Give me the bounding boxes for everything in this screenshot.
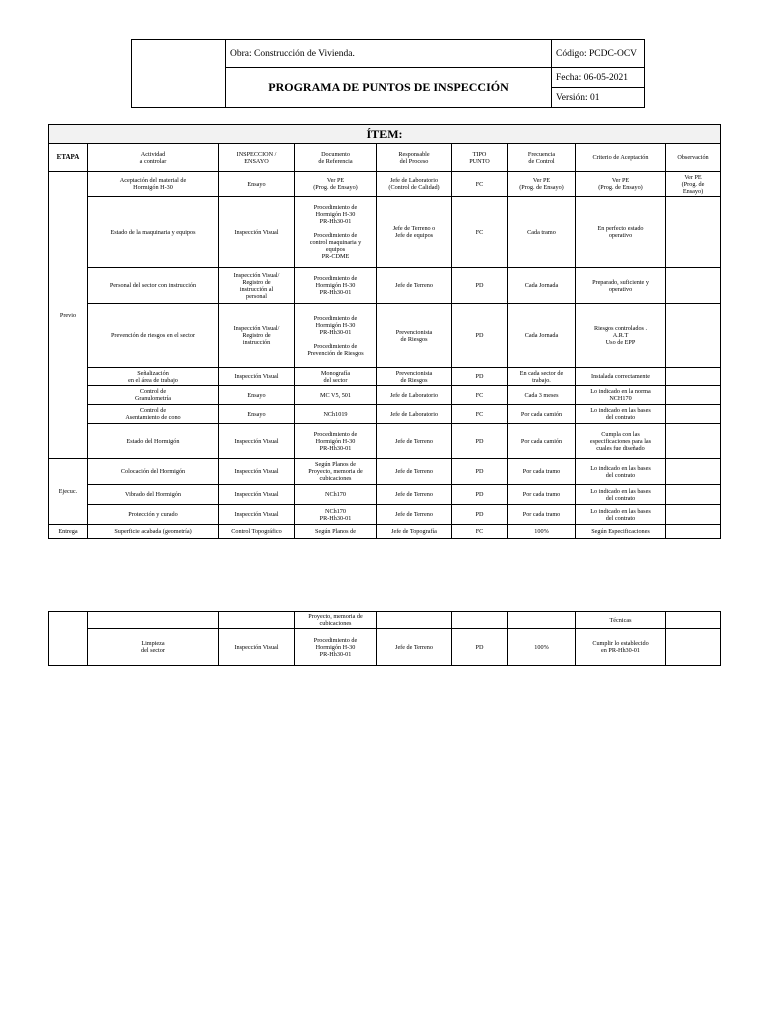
document-cell: Monografía del sector (295, 368, 377, 386)
activity-cell: Personal del sector con instrucción (88, 268, 219, 304)
column-header: Actividad a controlar (88, 144, 219, 172)
document-cell: Según Planos de Proyecto, memoria de cubicaciones (295, 459, 377, 485)
responsible-cell: Jefe de Terreno (377, 629, 452, 666)
document-cell: NCh1019 (295, 405, 377, 424)
frequency-cell: Por cada camión (508, 424, 576, 459)
observation-cell: Ver PE (Prog. de Ensayo) (666, 172, 721, 197)
inspection-cell: Inspección Visual/ Registro de instrucción (219, 304, 295, 368)
type-cell: FC (452, 197, 508, 268)
obra-label: Obra: Construcción de Vivienda. (226, 40, 552, 68)
fecha-label: Fecha: 06-05-2021 (552, 68, 645, 88)
activity-cell (88, 612, 219, 629)
inspection-cell: Ensayo (219, 172, 295, 197)
activity-cell: Prevención de riesgos en el sector (88, 304, 219, 368)
observation-cell (666, 505, 721, 525)
frequency-cell: Cada 3 meses (508, 386, 576, 405)
document-cell: NCh170 (295, 485, 377, 505)
observation-cell (666, 304, 721, 368)
responsible-cell: Jefe de Terreno (377, 424, 452, 459)
inspection-cell: Inspección Visual (219, 197, 295, 268)
criteria-cell: Ver PE (Prog. de Ensayo) (576, 172, 666, 197)
column-header: ETAPA (49, 144, 88, 172)
type-cell: PD (452, 424, 508, 459)
criteria-cell: Cumpla con las especificaciones para las cuales fue diseñado (576, 424, 666, 459)
responsible-cell: Jefe de Terreno (377, 485, 452, 505)
observation-cell (666, 368, 721, 386)
stage-cell: Entrega (49, 525, 88, 539)
criteria-cell: Lo indicado en las bases del contrato (576, 405, 666, 424)
logo-placeholder (132, 40, 226, 108)
document-cell: MC V5, 501 (295, 386, 377, 405)
responsible-cell: Jefe de Terreno (377, 459, 452, 485)
frequency-cell: Ver PE (Prog. de Ensayo) (508, 172, 576, 197)
column-header: Criterio de Aceptación (576, 144, 666, 172)
frequency-cell: 100% (508, 525, 576, 539)
responsible-cell: Prevencionista de Riesgos (377, 368, 452, 386)
responsible-cell: Jefe de Laboratorio (377, 405, 452, 424)
document-cell: Procedimiento de Hormigón H-30 PR-Hh30-01 (295, 268, 377, 304)
inspection-cell: Inspección Visual (219, 424, 295, 459)
stage-cell (49, 612, 88, 666)
observation-cell (666, 386, 721, 405)
criteria-cell: Cumplir lo establecido en PR-Hh30-01 (576, 629, 666, 666)
table-row (49, 505, 721, 525)
type-cell: PD (452, 268, 508, 304)
responsible-cell: Jefe de Laboratorio (377, 386, 452, 405)
type-cell: PD (452, 368, 508, 386)
activity-cell: Vibrado del Hormigón (88, 485, 219, 505)
observation-cell (666, 525, 721, 539)
criteria-cell: En perfecto estado operativo (576, 197, 666, 268)
frequency-cell: Por cada tramo (508, 505, 576, 525)
column-header: TIPO PUNTO (452, 144, 508, 172)
inspection-cell: Inspección Visual (219, 459, 295, 485)
table-row (49, 424, 721, 459)
observation-cell (666, 405, 721, 424)
inspection-cell: Control Topográfico (219, 525, 295, 539)
frequency-cell: En cada sector de trabajo. (508, 368, 576, 386)
frequency-cell: Por cada tramo (508, 459, 576, 485)
type-cell: FC (452, 525, 508, 539)
criteria-cell: Lo indicado en la norma NCH170 (576, 386, 666, 405)
codigo-label: Código: PCDC-OCV (552, 40, 645, 68)
table-row (49, 612, 721, 629)
frequency-cell: Cada Jornada (508, 268, 576, 304)
type-cell: PD (452, 505, 508, 525)
document-cell: Procedimiento de Hormigón H-30 PR-Hh30-01 Procedimiento de control maquinaria y equipos PR-CDME (295, 197, 377, 268)
frequency-cell: Por cada tramo (508, 485, 576, 505)
document-cell: Procedimiento de Hormigón H-30 PR-Hh30-01 Procedimiento de Prevención de Riesgos (295, 304, 377, 368)
responsible-cell: Jefe de Terreno (377, 505, 452, 525)
table-row (49, 459, 721, 485)
document-header (131, 39, 645, 108)
document-cell: Proyecto, memoria de cubicaciones (295, 612, 377, 629)
frequency-cell: Cada Jornada (508, 304, 576, 368)
criteria-cell: Preparado, suficiente y operativo (576, 268, 666, 304)
inspection-table (48, 124, 721, 539)
document-cell: NCh170 PR-Hh30-01 (295, 505, 377, 525)
activity-cell: Colocación del Hormigón (88, 459, 219, 485)
inspection-cell: Inspección Visual (219, 505, 295, 525)
type-cell: FC (452, 386, 508, 405)
type-cell: PD (452, 304, 508, 368)
criteria-cell: Técnicas (576, 612, 666, 629)
table-row (49, 172, 721, 197)
column-header: Documento de Referencia (295, 144, 377, 172)
item-title: ÍTEM: (49, 125, 721, 144)
criteria-cell: Lo indicado en las bases del contrato (576, 485, 666, 505)
type-cell (452, 612, 508, 629)
observation-cell (666, 485, 721, 505)
activity-cell: Control de Asentamiento de cono (88, 405, 219, 424)
inspection-cell: Inspección Visual (219, 368, 295, 386)
inspection-cell: Inspección Visual (219, 629, 295, 666)
column-header: INSPECCION / ENSAYO (219, 144, 295, 172)
activity-cell: Control de Granulometría (88, 386, 219, 405)
criteria-cell: Instalada correctamente (576, 368, 666, 386)
observation-cell (666, 197, 721, 268)
type-cell: PD (452, 629, 508, 666)
type-cell: PD (452, 459, 508, 485)
version-label: Versión: 01 (552, 88, 645, 108)
activity-cell: Limpieza del sector (88, 629, 219, 666)
document-cell: Ver PE (Prog. de Ensayo) (295, 172, 377, 197)
document-cell: Según Planos de (295, 525, 377, 539)
responsible-cell: Jefe de Topografía (377, 525, 452, 539)
responsible-cell: Jefe de Laboratorio (Control de Calidad) (377, 172, 452, 197)
activity-cell: Protección y curado (88, 505, 219, 525)
inspection-cell: Ensayo (219, 386, 295, 405)
table-row (49, 197, 721, 268)
document-title: PROGRAMA DE PUNTOS DE INSPECCIÓN (226, 68, 552, 108)
table-row (49, 405, 721, 424)
observation-cell (666, 424, 721, 459)
inspection-cell: Ensayo (219, 405, 295, 424)
type-cell: PD (452, 485, 508, 505)
type-cell: FC (452, 405, 508, 424)
table-row (49, 485, 721, 505)
table-row (49, 304, 721, 368)
responsible-cell: Prevencionista de Riesgos (377, 304, 452, 368)
column-header: Responsable del Proceso (377, 144, 452, 172)
responsible-cell: Jefe de Terreno (377, 268, 452, 304)
document-cell: Procedimiento de Hormigón H-30 PR-Hh30-01 (295, 629, 377, 666)
table-row (49, 386, 721, 405)
frequency-cell: 100% (508, 629, 576, 666)
column-header: Observación (666, 144, 721, 172)
activity-cell: Aceptación del material de Hormigón H-30 (88, 172, 219, 197)
stage-cell: Ejecuc. (49, 459, 88, 525)
activity-cell: Estado del Hormigón (88, 424, 219, 459)
observation-cell (666, 459, 721, 485)
stage-cell: Previo (49, 172, 88, 459)
continuation-table (48, 611, 721, 666)
table-row (49, 268, 721, 304)
observation-cell (666, 612, 721, 629)
activity-cell: Señalización en el área de trabajo (88, 368, 219, 386)
type-cell: FC (452, 172, 508, 197)
criteria-cell: Lo indicado en las bases del contrato (576, 459, 666, 485)
criteria-cell: Según Especificaciones (576, 525, 666, 539)
table-row (49, 629, 721, 666)
observation-cell (666, 629, 721, 666)
activity-cell: Estado de la maquinaria y equipos (88, 197, 219, 268)
responsible-cell (377, 612, 452, 629)
inspection-cell (219, 612, 295, 629)
inspection-cell: Inspección Visual (219, 485, 295, 505)
column-header: Frecuencia de Control (508, 144, 576, 172)
table-row (49, 525, 721, 539)
frequency-cell: Por cada camión (508, 405, 576, 424)
criteria-cell: Riesgos controlados . A.R.T Uso de EPP (576, 304, 666, 368)
table-row (49, 368, 721, 386)
frequency-cell (508, 612, 576, 629)
document-cell: Procedimiento de Hormigón H-30 PR-Hh30-01 (295, 424, 377, 459)
criteria-cell: Lo indicado en las bases del contrato (576, 505, 666, 525)
responsible-cell: Jefe de Terreno o Jefe de equipos (377, 197, 452, 268)
activity-cell: Superficie acabada (geometría) (88, 525, 219, 539)
observation-cell (666, 268, 721, 304)
inspection-cell: Inspección Visual/ Registro de instrucción al personal (219, 268, 295, 304)
frequency-cell: Cada tramo (508, 197, 576, 268)
